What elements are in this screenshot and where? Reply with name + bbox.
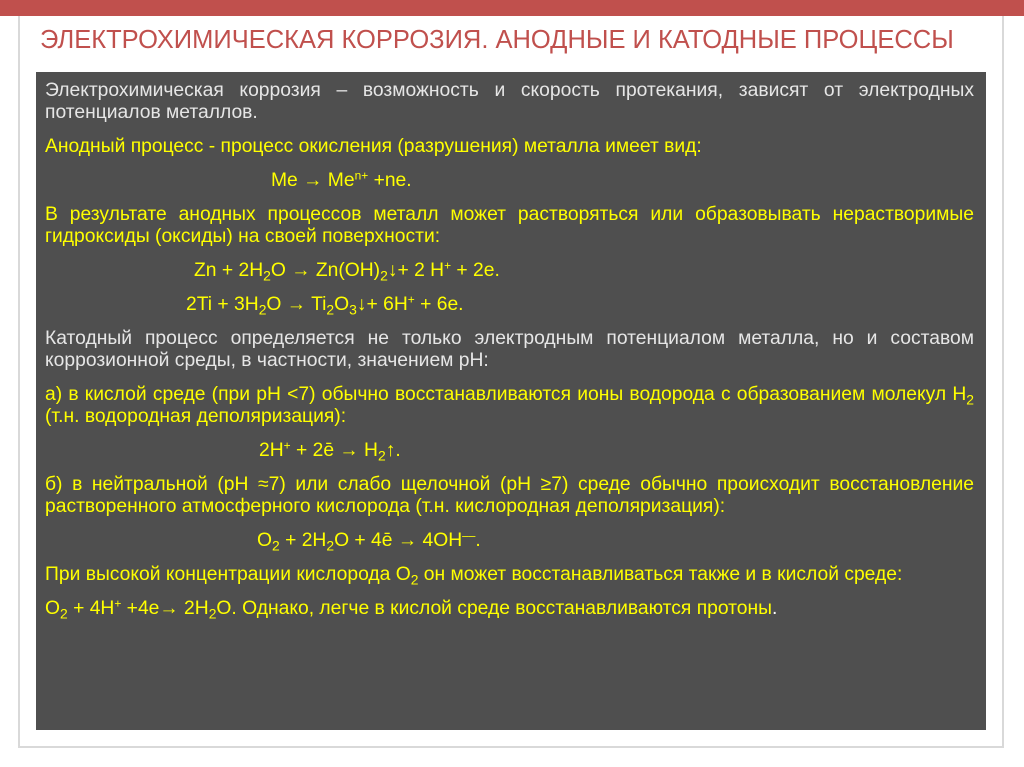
slide-title: ЭЛЕКТРОХИМИЧЕСКАЯ КОРРОЗИЯ. АНОДНЫЕ И КАТОДНЫЕ ПРОЦЕССЫ bbox=[40, 26, 954, 54]
paragraph-neutral-medium: б) в нейтральной (рН ≈7) или слабо щелочной (рН ≥7) среде обычно происходит восстановление растворенного атмосферного кислорода (т.н. кислородная деполяризация): bbox=[45, 474, 974, 517]
equation-oxygen: $O_2 + 2H_2O$ + 4ē → 4OH––. bbox=[257, 528, 481, 554]
paragraph-high-oxygen: При высокой концентрации кислорода $O_2$ он может восстанавливаться также и в кислой среде: bbox=[45, 564, 903, 588]
paragraph-acid-medium: а) в кислой среде (при рН <7) обычно восстанавливаются ионы водорода с образованием молекул $H_2$ (т.н. водородная деполяризация): bbox=[45, 384, 974, 427]
paragraph-final-equation: $O_2 + 4H^+ +4e\to 2H_2O$. Однако, легче в кислой среде восстанавливаются протоны. bbox=[45, 596, 778, 622]
top-accent-bar bbox=[0, 0, 1024, 16]
paragraph-anodic-result: В результате анодных процессов металл может растворяться или образовывать нерастворимые гидроксиды (оксиды) на своей поверхности: bbox=[45, 204, 974, 247]
equation-metal-oxidation: $Me \to Me^{n+} +ne$. bbox=[271, 168, 412, 191]
equation-titanium: $2Ti + 3H_2O$ → $Ti_2O_3↓+ 6H^+ + 6e$. bbox=[186, 292, 464, 318]
paragraph-cathodic-process: Катодный процесс определяется не только электродным потенциалом металла, но и составом коррозионной среды, в частности, значением рН: bbox=[45, 328, 974, 371]
equation-zinc: $Zn + 2H_2O$ → $Zn(OH)_2↓+ 2$ H+ + 2e. bbox=[194, 258, 500, 284]
equation-hydrogen: 2H+ + 2ē → $H_2↑$. bbox=[259, 438, 401, 464]
content-panel bbox=[36, 72, 986, 730]
paragraph-intro: Электрохимическая коррозия – возможность и скорость протекания, зависят от электродных потенциалов металлов. bbox=[45, 80, 974, 123]
paragraph-anodic-process: Анодный процесс - процесс окисления (разрушения) металла имеет вид: bbox=[45, 136, 702, 157]
